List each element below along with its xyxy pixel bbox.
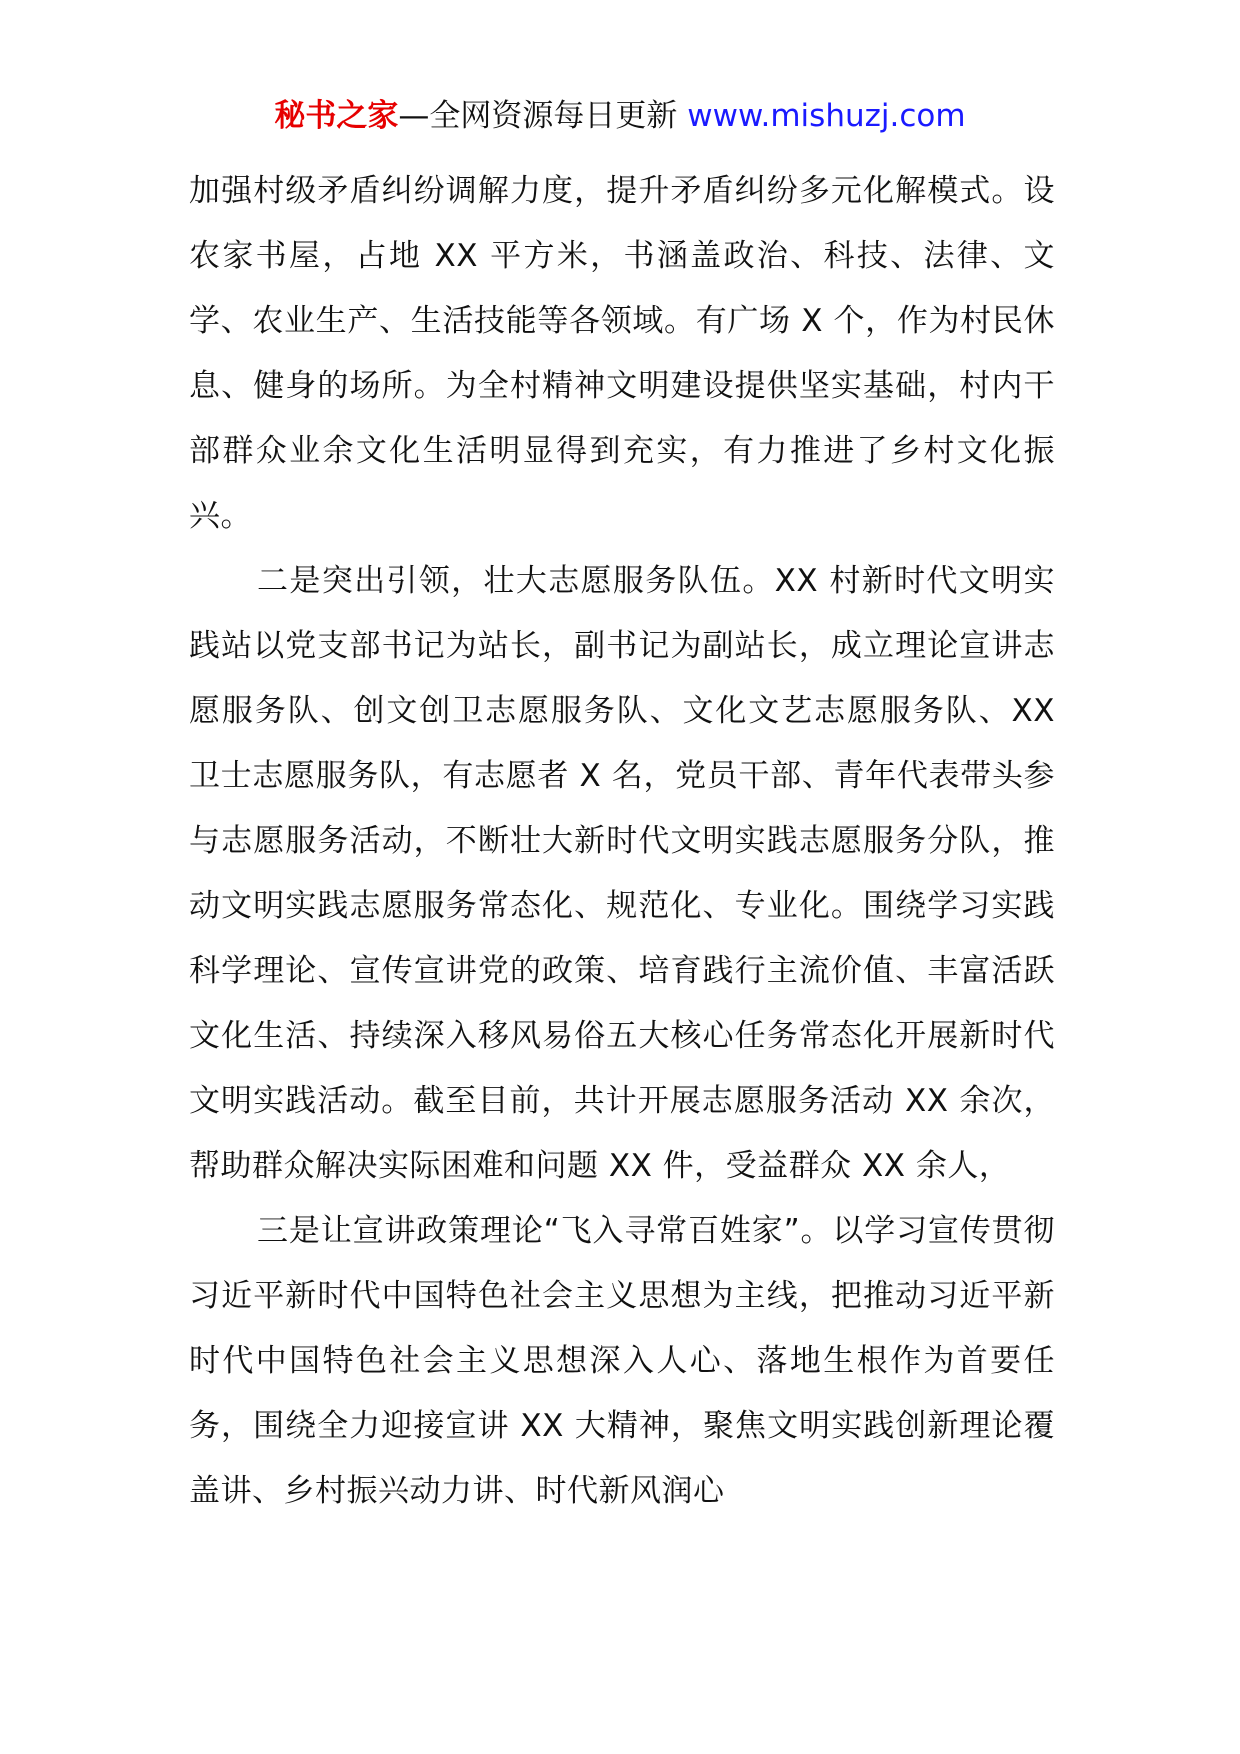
paragraph-volunteer-service: 二是突出引领，壮大志愿服务队伍。XX 村新时代文明实践站以党支部书记为站长，副书记为副站长，成立理论宣讲志愿服务队、创文创卫志愿服务队、文化文艺志愿服务队、XX 卫士志愿服务队，有志愿者 X 名，党员干部、青年代表带头参与志愿服务活动，不断壮大新时代文明实践志愿服务分队，推动文明实践志愿服务常态化、规范化、专业化。围绕学习实践科学理论、宣传宣讲党的政策、培育践行主流价值、丰富活跃文化生活、持续深入移风易俗五大核心任务常态化开展新时代文明实践活动。截至目前，共计开展志愿服务活动 XX 余次，帮助群众解决实际困难和问题 XX 件，受益群众 XX 余人， [189, 563, 1055, 1184]
brand-name: 秘书之家 [274, 98, 399, 134]
paragraph-continuation: 加强村级矛盾纠纷调解力度，提升矛盾纠纷多元化解模式。设农家书屋，占地 XX 平方米，书涵盖政治、科技、法律、文学、农业生产、生活技能等各领域。有广场 X 个，作为村民休息、健身的场所。为全村精神文明建设提供坚实基础，村内干部群众业余文化生活明显得到充实，有力推进了乡村文化振兴。 [189, 173, 1055, 534]
website-link[interactable]: www.mishuzj.com [687, 98, 966, 134]
paragraph-policy-lecture: 三是让宣讲政策理论“飞入寻常百姓家”。以学习宣传贯彻习近平新时代中国特色社会主义思想为主线，把推动习近平新时代中国特色社会主义思想深入人心、落地生根作为首要任务，围绕全力迎接宣讲 XX 大精神，聚焦文明实践创新理论覆盖讲、乡村振兴动力讲、时代新风润心 [189, 1213, 1055, 1509]
page-header [0, 98, 1240, 135]
document-body [189, 159, 1055, 1524]
header-tagline: —全网资源每日更新 [398, 98, 688, 134]
